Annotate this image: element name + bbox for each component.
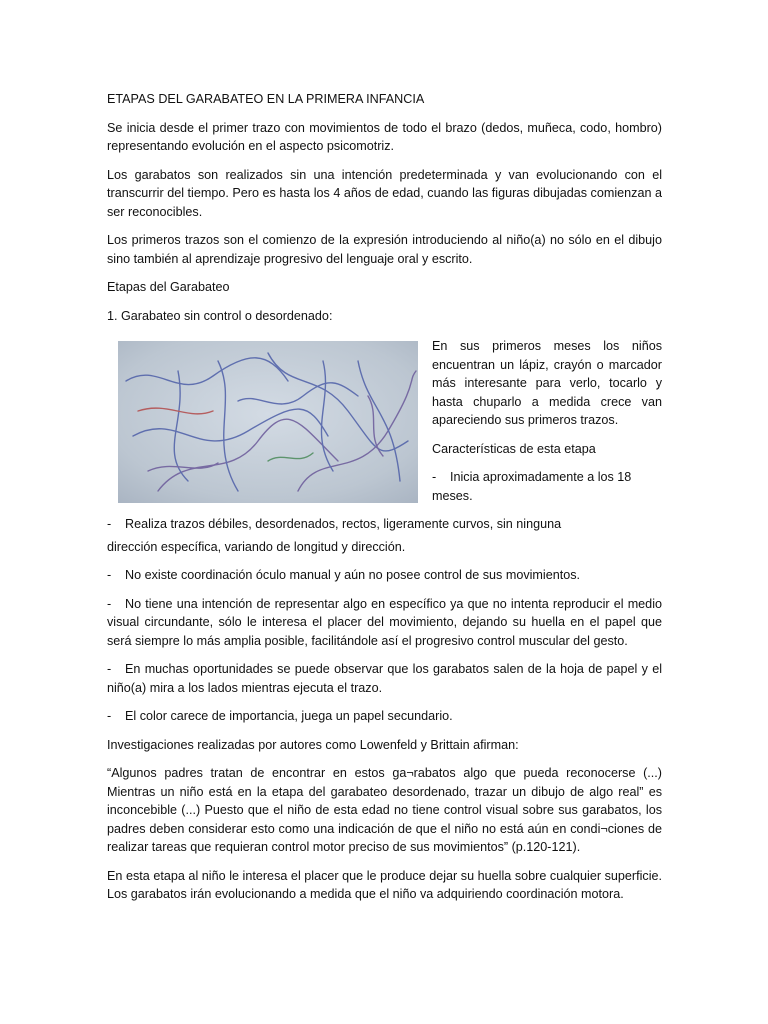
- document-title: ETAPAS DEL GARABATEO EN LA PRIMERA INFANCIA: [107, 92, 425, 106]
- characteristics-label: Características de esta etapa: [432, 441, 596, 456]
- bullet-dash: -: [107, 568, 112, 582]
- bullet-dash: -: [107, 517, 112, 531]
- bullet-item-4: [107, 595, 662, 651]
- bullet-item-5: [107, 660, 662, 697]
- bullet-continuation: dirección específica, variando de longitud y dirección.: [107, 539, 406, 554]
- bullet-text-1: Inicia aproximadamente a los 18 meses.: [432, 470, 632, 503]
- bullet-text-2: Realiza trazos débiles, desordenados, rectos, ligeramente curvos, sin ninguna: [125, 517, 562, 531]
- figure-side-paragraph: En sus primeros meses los niños encuentran un lápiz, crayón o marcador más interesante para verlo, tocarlo y hasta chuparlo a medida crece van apareciendo sus primeros trazos.: [432, 339, 662, 427]
- subsection-heading: 1. Garabateo sin control o desordenado:: [107, 308, 333, 323]
- research-intro: Investigaciones realizadas por autores como Lowenfeld y Brittain afirman:: [107, 737, 519, 752]
- paragraph-intro: Se inicia desde el primer trazo con movimientos de todo el brazo (dedos, muñeca, codo, hombro) representando evolución en el aspecto psicomotriz.: [107, 120, 662, 153]
- bullet-text-5: En muchas oportunidades se puede observar que los garabatos salen de la hoja de papel y el niño(a) mira a los lados mientras ejecuta el trazo.: [107, 662, 662, 695]
- bullet-dash: -: [432, 470, 437, 484]
- bullet-dash: -: [107, 662, 112, 676]
- bullet-text-3: No existe coordinación óculo manual y aún no posee control de sus movimientos.: [125, 568, 581, 582]
- paragraph-garabatos: Los garabatos son realizados sin una intención predeterminada y van evolucionando con el transcurrir del tiempo. Pero es hasta los 4 años de edad, cuando las figuras dibujadas comienzan a ser reconocibles.: [107, 167, 662, 219]
- closing-paragraph: En esta etapa al niño le interesa el placer que le produce dejar su huella sobre cualquier superficie. Los garabatos irán evolucionando a medida que el niño va adquiriendo coordinación motora.: [107, 868, 662, 901]
- quote-paragraph: “Algunos padres tratan de encontrar en estos ga¬rabatos algo que pueda reconocerse (...) Mientras un niño está en la etapa del garabateo desordenado, trazar un dibujo de algo real” es inconcebible (...) Puesto que el niño de esta edad no tiene control visual sobre sus garabatos, los padres deben considerar esto como una indicación de que el niño no está aún en condi¬ciones de realizar tareas que requieran control motor preciso de sus movimientos” (p.120-121).: [107, 766, 662, 854]
- bullet-text-4: No tiene una intención de representar algo en específico ya que no intenta reproducir el medio visual circundante, sólo le interesa el placer del movimiento, dejando su huella en el papel que será siempre lo más amplia posible, facilitándole así el progresivo control muscular del gesto.: [107, 596, 662, 648]
- scribble-photo: [118, 341, 418, 503]
- bullet-dash: -: [107, 596, 112, 611]
- scribble-drawing-image: [118, 341, 418, 503]
- bullet-item-3: [107, 566, 662, 585]
- bullet-dash: -: [107, 709, 112, 723]
- section-heading: Etapas del Garabateo: [107, 280, 230, 294]
- bullet-item-2: [107, 515, 662, 534]
- bullet-text-6: El color carece de importancia, juega un papel secundario.: [125, 709, 453, 723]
- paragraph-primeros-trazos: Los primeros trazos son el comienzo de la expresión introduciendo al niño(a) no sólo en el dibujo sino también al aprendizaje progresivo del lenguaje oral y escrito.: [107, 233, 662, 266]
- bullet-item-6: [107, 707, 662, 726]
